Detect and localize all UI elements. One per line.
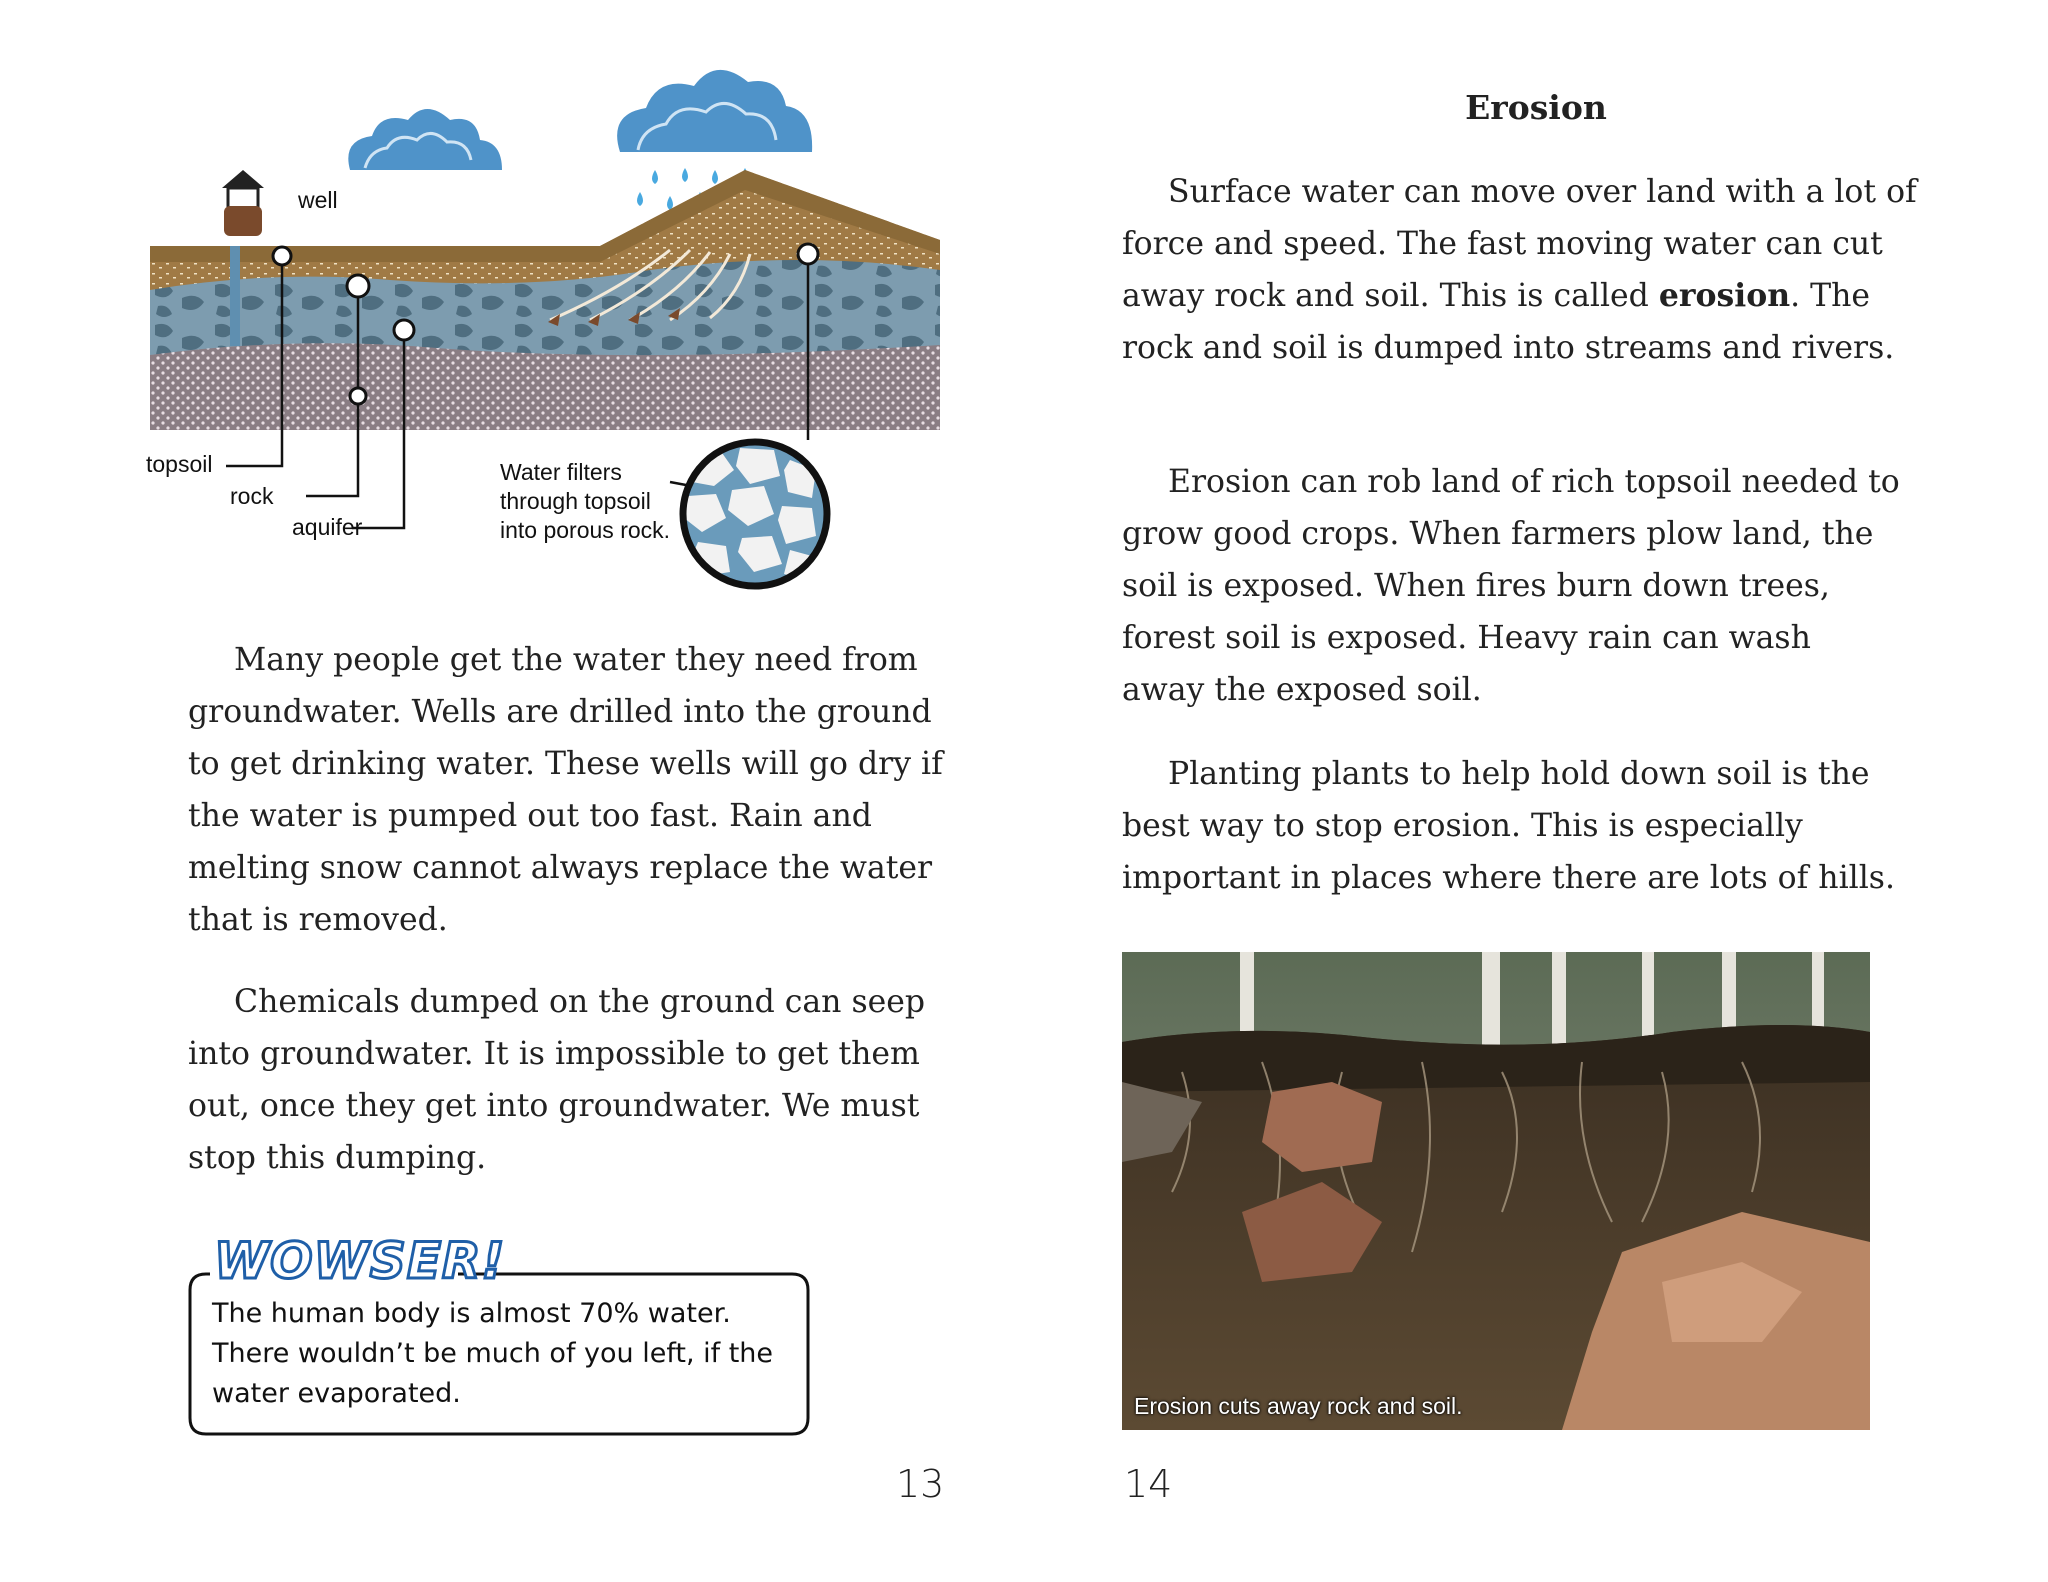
section-heading: Erosion <box>1465 88 1607 127</box>
paragraph-text: Many people get the water they need from groundwater. Wells are drilled into the ground to get drinking water. These wells will go dry if the water is pumped out too fast. Rain and melting snow cannot always replace the water that is removed. <box>188 642 943 938</box>
erosion-photo <box>1122 952 1870 1430</box>
ground-layers <box>150 170 940 430</box>
paragraph-text: Planting plants to help hold down soil is the best way to stop erosion. This is especially important in places where there are lots of hills. <box>1122 756 1895 896</box>
rock-label: rock <box>230 483 274 509</box>
page-number: 14 <box>1124 1462 1173 1506</box>
wowser-text: The human body is almost 70% water. There wouldn’t be much of you left, if the water evaporated. <box>212 1298 774 1409</box>
groundwater-diagram <box>146 40 940 600</box>
porous-rock-magnifier <box>683 442 827 586</box>
well-label: well <box>298 187 338 213</box>
topsoil-label: topsoil <box>146 451 213 477</box>
filter-caption-line: through topsoil <box>500 488 651 514</box>
page-number: 13 <box>896 1462 945 1506</box>
paragraph-topsoil <box>1122 456 1902 716</box>
paragraph-surface-water <box>1122 166 1922 374</box>
filter-caption <box>500 458 670 545</box>
well-icon <box>222 170 264 236</box>
filter-caption-line: Water filters <box>500 459 622 485</box>
paragraph-chemicals <box>188 976 948 1184</box>
wowser-title: WOWSER! <box>214 1232 506 1290</box>
filter-caption-line: into porous rock. <box>500 517 671 543</box>
aquifer-label: aquifer <box>292 514 363 540</box>
paragraph-text: . The rock and soil is dumped into streams and rivers. <box>1122 278 1895 366</box>
cloud-icon <box>348 109 502 170</box>
erosion-photo-image <box>1122 952 1870 1430</box>
bold-term: erosion <box>1658 277 1791 314</box>
paragraph-planting <box>1122 748 1902 904</box>
paragraph-text: Chemicals dumped on the ground can seep into groundwater. It is impossible to get them out, once they get into groundwater. We must stop this dumping. <box>188 984 926 1176</box>
paragraph-text: Erosion can rob land of rich topsoil needed to grow good crops. When farmers plow land, the soil is exposed. When fires burn down trees, forest soil is exposed. Heavy rain can wash away the exposed soil. <box>1122 464 1900 708</box>
wowser-callout <box>188 1222 824 1444</box>
photo-caption: Erosion cuts away rock and soil. <box>1134 1393 1463 1419</box>
paragraph-text: Surface water can move over land with a lot of force and speed. The fast moving water can cut away rock and soil. This is called <box>1122 174 1917 314</box>
rain-cloud-icon <box>617 70 812 152</box>
paragraph-groundwater <box>188 634 948 946</box>
